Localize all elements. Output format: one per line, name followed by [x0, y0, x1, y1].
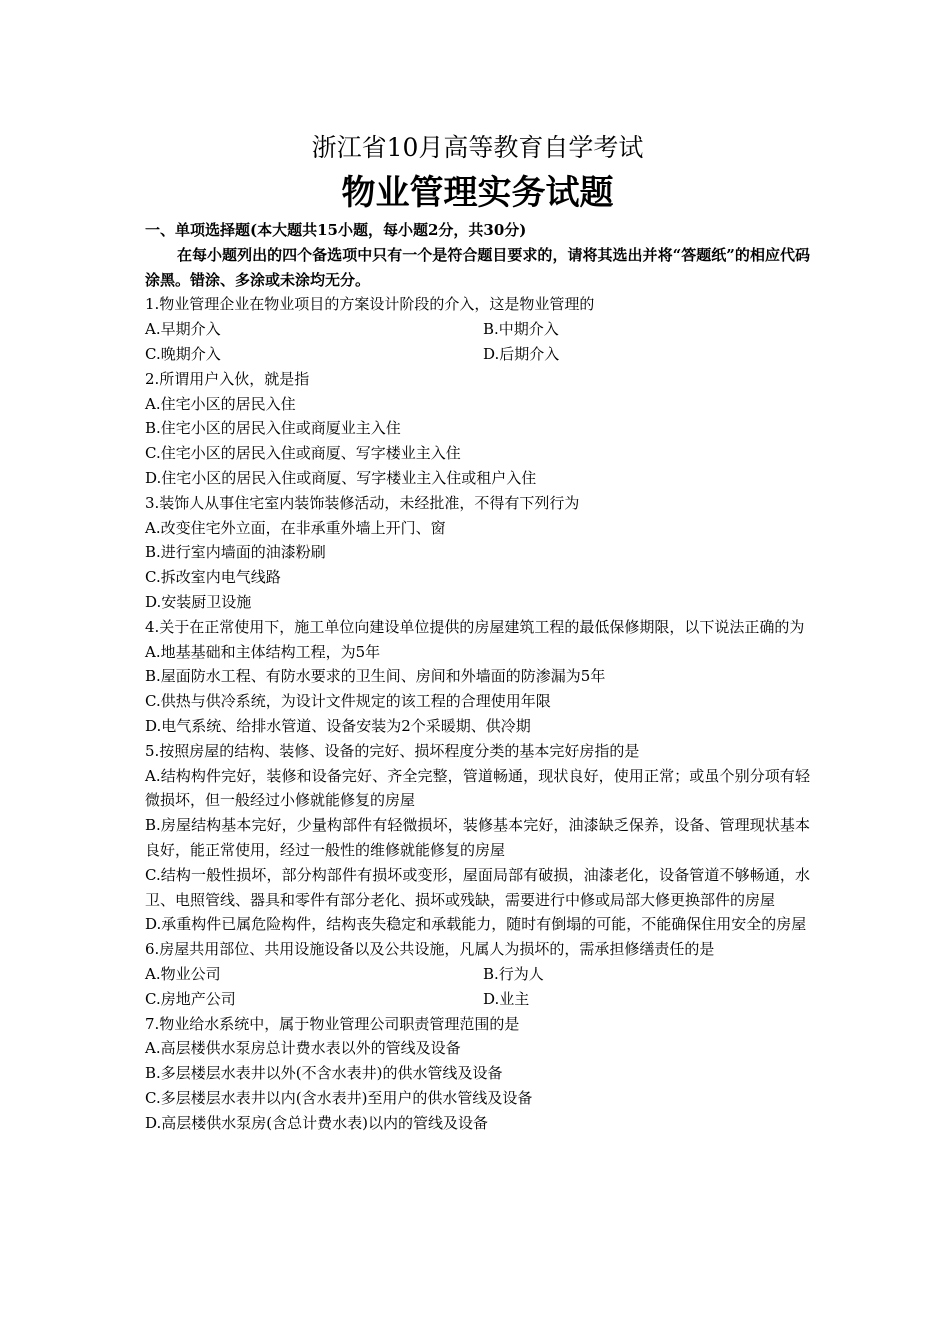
question-6: 6.房屋共用部位、共用设施设备以及公共设施，凡属人为损坏的，需承担修缮责任的是 [145, 940, 715, 959]
question-4: 4.关于在正常使用下，施工单位向建设单位提供的房屋建筑工程的最低保修期限，以下说法正确的为 [145, 617, 805, 636]
question-3: 3.装饰人从事住宅室内装饰装修活动，未经批准，不得有下列行为 [145, 493, 580, 512]
option-c: C.房地产公司 [145, 989, 236, 1008]
option-a: A.高层楼供水泵房总计费水表以外的管线及设备 [145, 1039, 461, 1058]
option-b: B.进行室内墙面的油漆粉刷 [145, 543, 326, 562]
option-d: D.业主 [483, 989, 530, 1008]
options-row [145, 317, 810, 342]
option-c: C.多层楼层水表井以内(含水表井)至用户的供水管线及设备 [145, 1088, 533, 1107]
options-row [145, 962, 810, 987]
option-a: A.物业公司 [145, 964, 221, 983]
option-d: D.高层楼供水泵房(含总计费水表)以内的管线及设备 [145, 1113, 488, 1132]
option-c: C.住宅小区的居民入住或商厦、写字楼业主入住 [145, 444, 461, 463]
option-b: B.中期介入 [483, 320, 559, 339]
option-d: D.电气系统、给排水管道、设备安装为2个采暖期、供冷期 [145, 716, 531, 735]
option-c: C.晚期介入 [145, 344, 221, 363]
option-c: C.拆改室内电气线路 [145, 568, 281, 587]
option-a: A.住宅小区的居民入住 [145, 394, 296, 413]
option-b: B.房屋结构基本完好，少量构部件有轻微损坏，装修基本完好，油漆缺乏保养，设备、管理现状基本良好，能正常使用，经过一般性的维修就能修复的房屋 [145, 816, 810, 859]
option-d: D.住宅小区的居民入住或商厦、写字楼业主入住或租户入住 [145, 468, 537, 487]
option-a: A.结构构件完好，装修和设备完好、齐全完整，管道畅通，现状良好，使用正常；或虽个别分项有轻微损坏，但一般经过小修就能修复的房屋 [145, 766, 810, 810]
exam-page [145, 130, 810, 1135]
option-a: A.地基基础和主体结构工程，为5年 [145, 642, 381, 661]
question-1: 1.物业管理企业在物业项目的方案设计阶段的介入，这是物业管理的 [145, 295, 595, 314]
exam-title: 浙江省10月高等教育自学考试 [311, 133, 644, 162]
option-b: B.屋面防水工程、有防水要求的卫生间、房间和外墙面的防渗漏为5年 [145, 667, 606, 686]
option-b: B.行为人 [483, 964, 544, 983]
option-a: A.早期介入 [145, 320, 221, 339]
option-b: B.多层楼层水表井以外(不含水表井)的供水管线及设备 [145, 1064, 503, 1083]
options-row [145, 342, 810, 367]
question-5: 5.按照房屋的结构、装修、设备的完好、损坏程度分类的基本完好房指的是 [145, 741, 640, 760]
question-7: 7.物业给水系统中，属于物业管理公司职责管理范围的是 [145, 1014, 520, 1033]
section-instruction: 在每小题列出的四个备选项中只有一个是符合题目要求的，请将其选出并将“答题纸”的相应代码涂黑。错涂、多涂或未涂均无分。 [145, 245, 810, 289]
options-row [145, 987, 810, 1012]
option-d: D.承重构件已属危险构件，结构丧失稳定和承载能力，随时有倒塌的可能，不能确保住用安全的房屋 [145, 915, 807, 934]
option-d: D.安装厨卫设施 [145, 592, 252, 611]
question-2: 2.所谓用户入伙，就是指 [145, 369, 310, 388]
option-a: A.改变住宅外立面，在非承重外墙上开门、窗 [145, 518, 446, 537]
option-b: B.住宅小区的居民入住或商厦业主入住 [145, 419, 401, 438]
exam-subject-title: 物业管理实务试题 [341, 173, 614, 213]
section-heading: 一、单项选择题(本大题共15小题，每小题2分，共30分) [145, 221, 527, 239]
option-c: C.供热与供冷系统，为设计文件规定的该工程的合理使用年限 [145, 692, 551, 711]
option-c: C.结构一般性损坏，部分构部件有损坏或变形，屋面局部有破损，油漆老化，设备管道不够畅通，水卫、电照管线、器具和零件有部分老化、损坏或残缺，需要进行中修或局部大修更换部件的房屋 [145, 865, 810, 909]
option-d: D.后期介入 [483, 344, 560, 363]
